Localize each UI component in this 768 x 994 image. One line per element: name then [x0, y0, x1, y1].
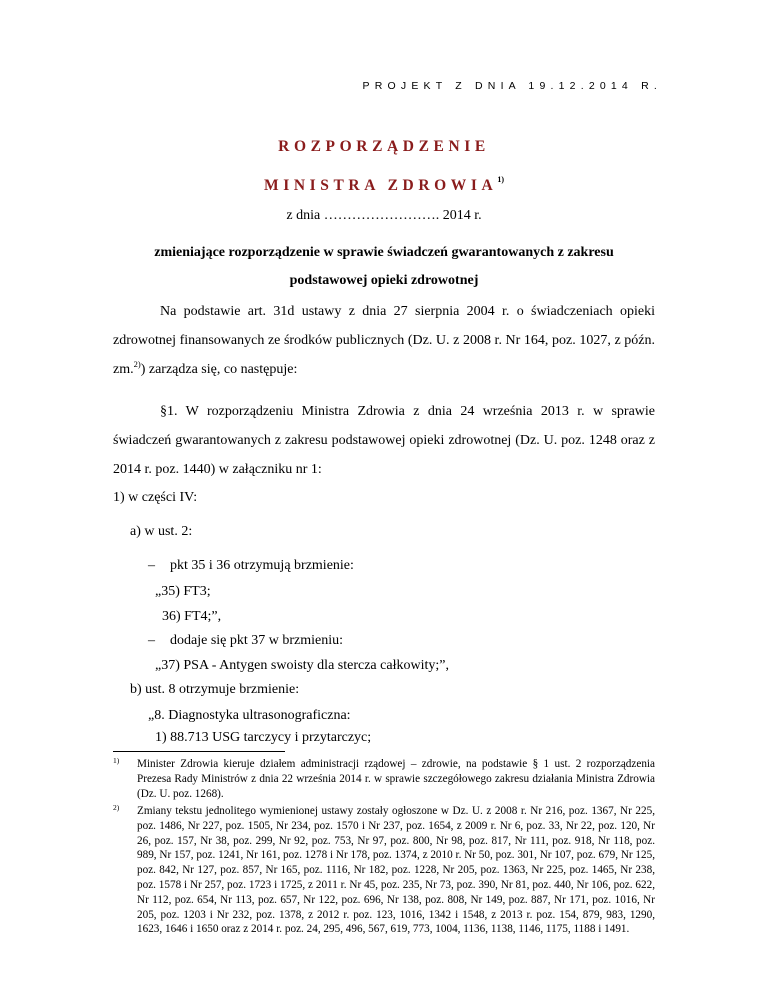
list-item-diagnostics: „8. Diagnostyka ultrasonograficzna: [148, 708, 351, 723]
footnote-1-text: Minister Zdrowia kieruje działem administracji rządowej – zdrowie, na podstawie § 1 ust. 2 rozporządzenia Prezesa Rady Ministrów z dnia 22 września 2014 r. w sprawie szczegółowego zakresu działania Ministra Zdrowia (Dz. U. poz. 1268). [137, 758, 655, 800]
footnote-2-number: 2) [113, 803, 120, 812]
subject-line-2: podstawowej opieki zdrowotnej [289, 273, 479, 288]
footnote-2 [113, 804, 655, 937]
footnote-2-text: Zmiany tekstu jednolitego wymienionej ustawy zostały ogłoszone w Dz. U. z 2008 r. Nr 216, poz. 1367, Nr 225, poz. 1486, Nr 227, poz. 1505, Nr 234, poz. 1570 i Nr 237, poz. 1654, z 2009 r. Nr 6, poz. 33, Nr 22, poz. 120, Nr 26, poz. 157, Nr 38, poz. 299, Nr 92, poz. 753, Nr 97, poz. 800, Nr 98, poz. 817, Nr 111, poz. 918, Nr 118, poz. 989, Nr 157, poz. 1241, Nr 161, poz. 1278 i Nr 178, poz. 1374, z 2010 r. Nr 50, poz. 301, Nr 107, poz. 679, Nr 125, poz. 842, Nr 127, poz. 857, Nr 165, poz. 1116, Nr 182, poz. 1228, Nr 205, poz. 1363, Nr 225, poz. 1465, Nr 238, poz. 1578 i Nr 257, poz. 1723 i 1725, z 2011 r. Nr 45, poz. 235, Nr 73, poz. 390, Nr 81, poz. 440, Nr 106, poz. 622, Nr 112, poz. 654, Nr 113, poz. 657, Nr 122, poz. 696, Nr 138, poz. 808, Nr 149, poz. 887, Nr 171, poz. 1016, Nr 205, poz. 1203 i Nr 232, poz. 1378, z 2012 r. poz. 123, 1016, 1342 i 1548, z 2013 r. poz. 154, 879, 983, 1290, 1623, 1646 i 1650 oraz z 2014 r. poz. 24, 295, 496, 567, 619, 773, 1004, 1136, 1138, 1146, 1175, 1188 i 1491. [137, 805, 655, 936]
list-item-usg: 1) 88.713 USG tarczycy i przytarczyc; [155, 730, 372, 745]
list-item-ust-2: a) w ust. 2: [130, 524, 193, 539]
list-item-part-iv: 1) w części IV: [113, 490, 198, 505]
list-item-ft3: „35) FT3; [155, 584, 211, 599]
subject-line-1: zmieniające rozporządzenie w sprawie świadczeń gwarantowanych z zakresu [154, 245, 614, 260]
list-item-psa: „37) PSA - Antygen swoisty dla stercza całkowity;”, [155, 658, 449, 673]
legal-basis-paragraph [113, 297, 655, 384]
dash-bullet: – [148, 558, 155, 573]
footnote-ref-2: 2) [133, 359, 141, 369]
section-1-paragraph: §1. W rozporządzeniu Ministra Zdrowia z dnia 24 września 2013 r. w sprawie świadczeń gwarantowanych z zakresu podstawowej opieki zdrowotnej (Dz. U. poz. 1248 oraz z 2014 r. poz. 1440) w załączniku nr 1: [113, 404, 655, 477]
regulation-subject [0, 239, 768, 295]
footnote-1-number: 1) [113, 756, 120, 765]
issuer-title [0, 175, 768, 195]
date-line: z dnia ……………………. 2014 r. [286, 208, 482, 223]
footnote-1 [113, 757, 655, 801]
list-item-pkt-37 [148, 633, 343, 649]
footnote-ref-1: 1) [497, 175, 505, 184]
document-type-title: ROZPORZĄDZENIE [278, 138, 490, 155]
list-item-pkt-37-text: dodaje się pkt 37 w brzmieniu: [170, 633, 344, 648]
legal-basis-text-2: ) zarządza się, co następuje: [140, 362, 298, 377]
list-item-pkt-35-36-text: pkt 35 i 36 otrzymują brzmienie: [170, 558, 354, 573]
footnote-separator [113, 751, 285, 752]
legal-basis-text-1: Na podstawie art. 31d ustawy z dnia 27 sierpnia 2004 r. o świadczeniach opieki zdrowotnej finansowanych ze środków publicznych (Dz. U. z 2008 r. Nr 164, poz. 1027, z późn. zm. [113, 304, 655, 377]
dash-bullet: – [148, 633, 155, 648]
list-item-pkt-35-36 [148, 558, 354, 574]
issuer-title-text: MINISTRA ZDROWIA [263, 177, 498, 194]
project-date-header: PROJEKT Z DNIA 19.12.2014 R. [362, 80, 662, 92]
list-item-ust-8: b) ust. 8 otrzymuje brzmienie: [130, 682, 300, 697]
list-item-ft4: 36) FT4;”, [162, 609, 222, 624]
